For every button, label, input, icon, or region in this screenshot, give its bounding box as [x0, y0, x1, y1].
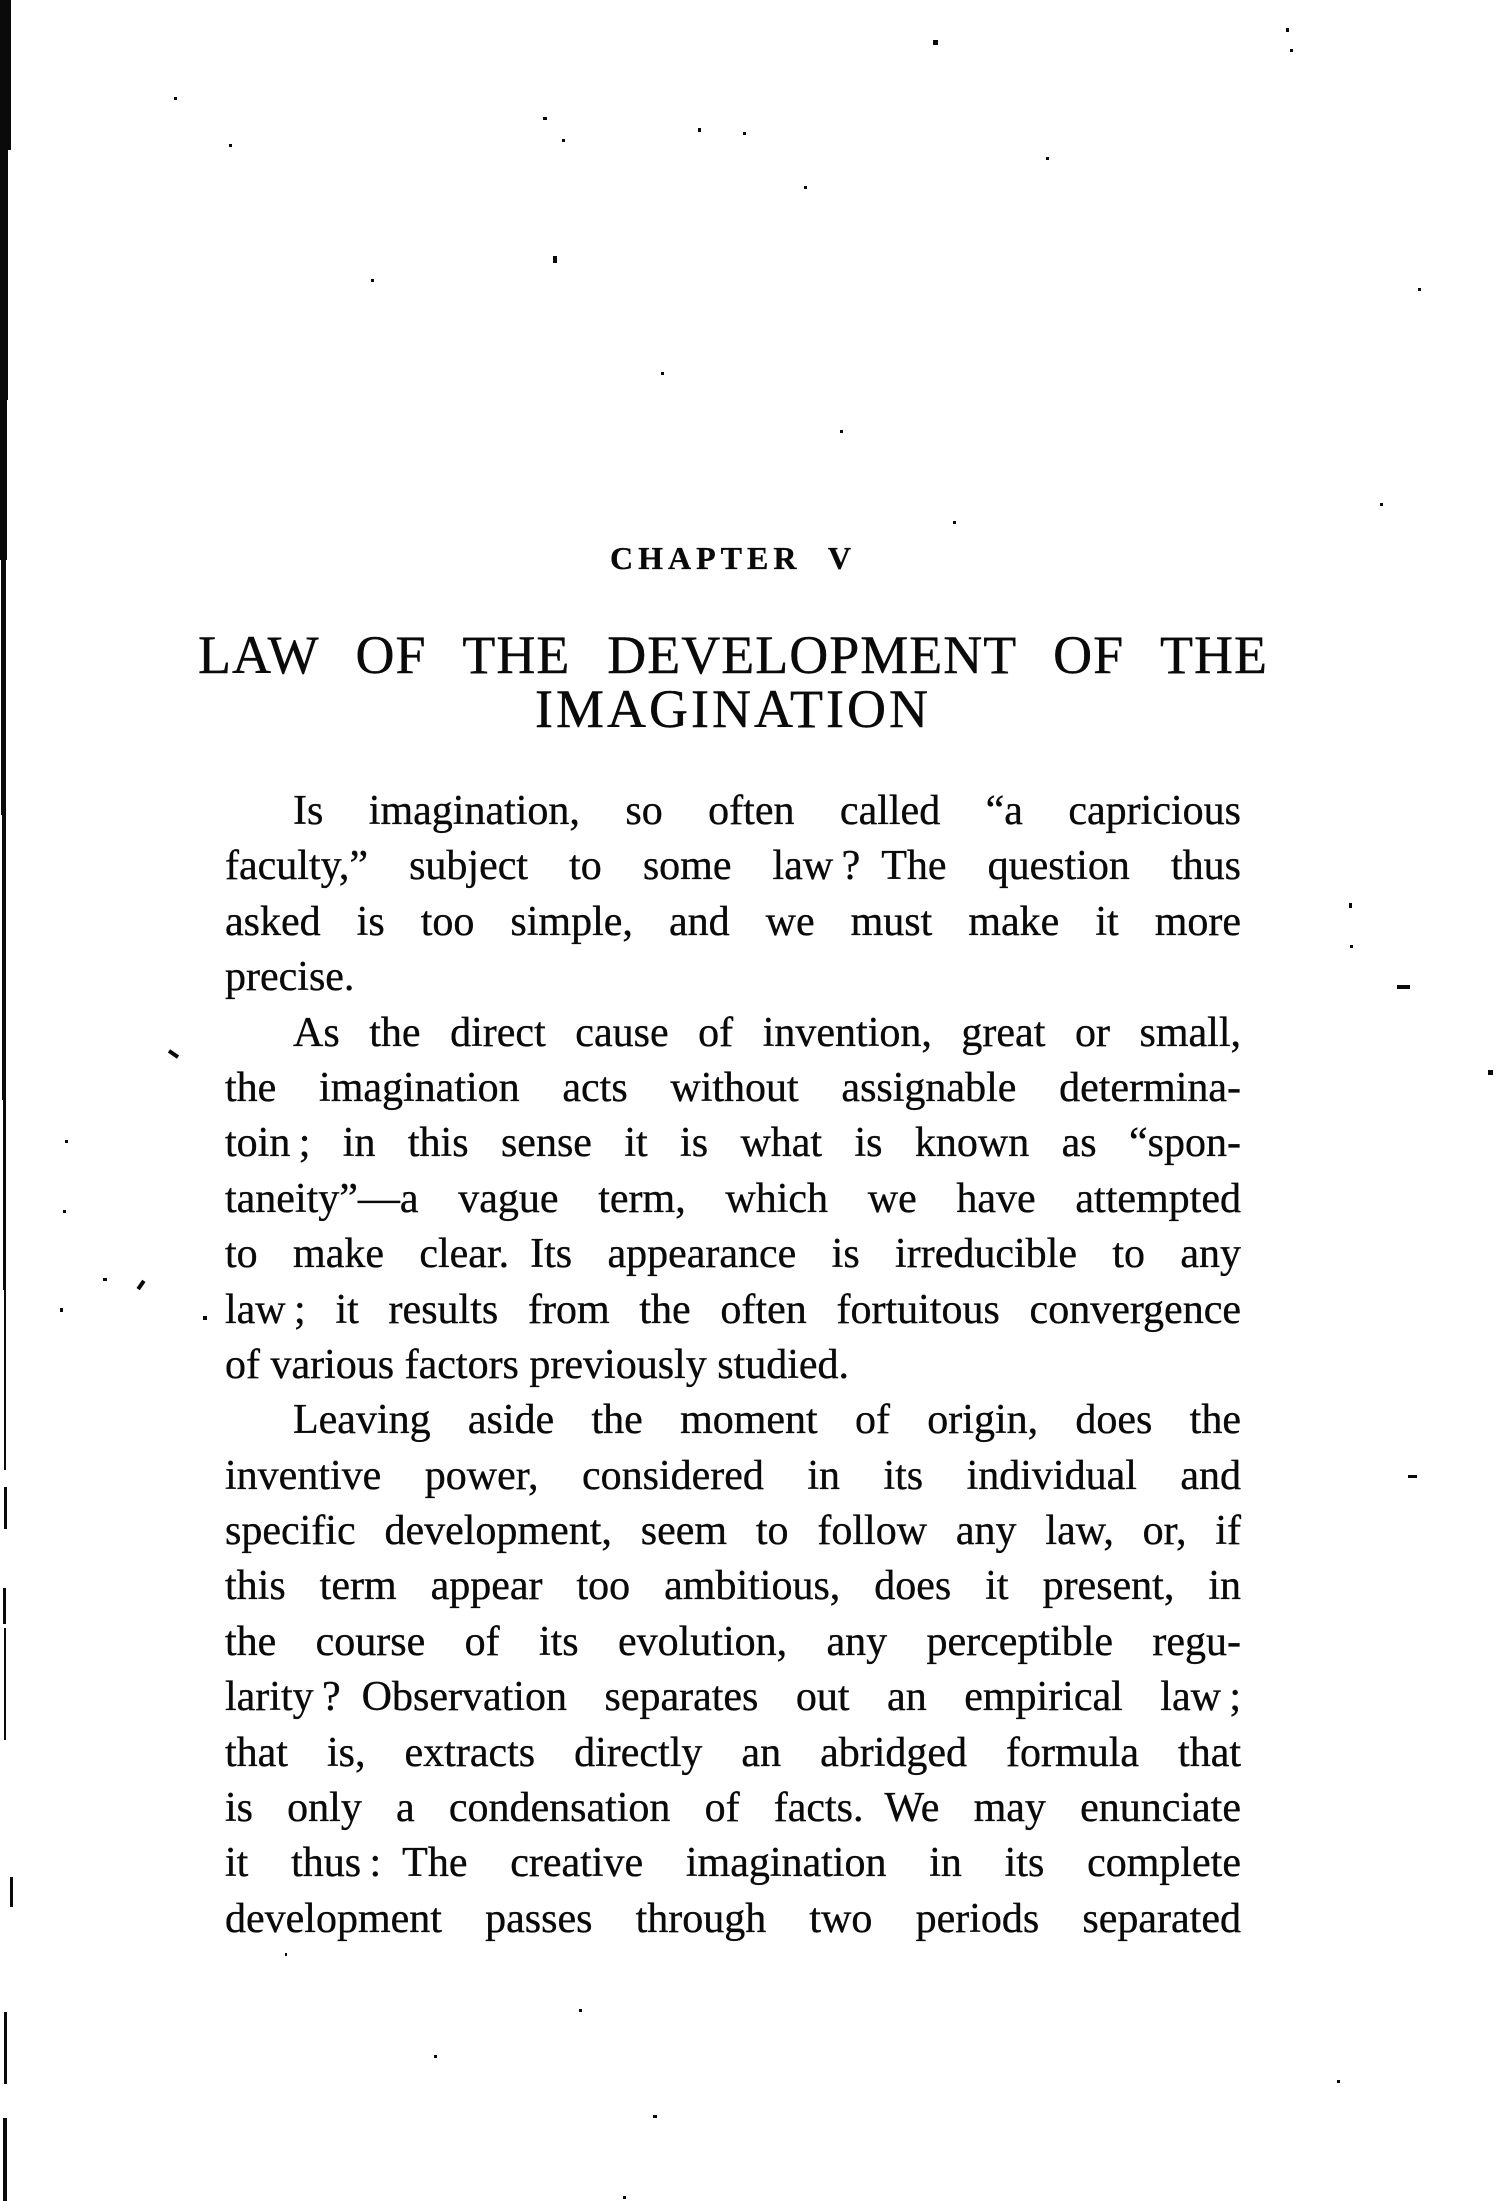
- scan-speck: [371, 279, 374, 282]
- scan-speck: [661, 372, 664, 375]
- scan-edge-artifact: [0, 150, 8, 400]
- scan-edge-artifact: [2, 815, 6, 1100]
- scan-edge-artifact: [1, 560, 6, 815]
- text-line: taneity”—a vague term, which we have attempted: [225, 1175, 1241, 1222]
- scan-speck: [1488, 1070, 1493, 1075]
- scan-edge-artifact: [4, 1290, 6, 1470]
- text-line: specific development, seem to follow any law, or, if: [225, 1508, 1241, 1555]
- scan-speck: [743, 132, 746, 135]
- scan-edge-artifact: [4, 1628, 6, 1740]
- text-line: is only a condensation of facts. We may enunciate: [225, 1785, 1241, 1832]
- text-line: this term appear too ambitious, does it present, in: [225, 1563, 1241, 1610]
- scan-edge-artifact: [10, 1877, 13, 1907]
- text-line: toin ; in this sense it is what is known as “spon-: [225, 1120, 1241, 1167]
- scan-speck: [229, 144, 232, 147]
- scan-speck: [174, 97, 177, 100]
- page-title-line1: LAW OF THE DEVELOPMENT OF THE: [198, 625, 1268, 685]
- text-line: inventive power, considered in its individual and: [225, 1452, 1241, 1499]
- chapter-heading: CHAPTER V: [610, 540, 856, 576]
- text-line: As the direct cause of invention, great or small,: [293, 1009, 1241, 1056]
- scan-edge-artifact: [3, 1588, 6, 1624]
- scan-speck: [1397, 985, 1410, 989]
- scan-edge-artifact: [3, 2118, 7, 2201]
- scan-speck: [698, 128, 701, 132]
- body-text: [225, 784, 1241, 1947]
- scan-speck: [933, 40, 938, 45]
- text-line: the course of its evolution, any perceptible regu-: [225, 1618, 1241, 1665]
- text-line: precise.: [225, 954, 355, 1001]
- scan-edge-artifact: [0, 0, 11, 150]
- text-line: faculty,” subject to some law ? The question thus: [225, 843, 1241, 890]
- scan-speck: [103, 1278, 107, 1281]
- scan-speck: [1349, 903, 1352, 908]
- scan-speck: [434, 2055, 437, 2058]
- scan-speck: [1408, 1475, 1417, 1478]
- scan-speck: [136, 1280, 145, 1290]
- scan-speck: [543, 117, 547, 120]
- text-line: to make clear. Its appearance is irreducible to any: [225, 1231, 1241, 1278]
- text-line: larity ? Observation separates out an empirical law ;: [225, 1674, 1241, 1721]
- scan-edge-artifact: [4, 2012, 7, 2084]
- text-line: Is imagination, so often called “a capricious: [293, 788, 1241, 834]
- text-line: that is, extracts directly an abridged formula that: [225, 1729, 1241, 1776]
- scan-speck: [60, 1308, 63, 1312]
- text-line: development passes through two periods separated: [225, 1895, 1241, 1942]
- scan-speck: [804, 186, 807, 189]
- scan-speck: [63, 1210, 66, 1213]
- text-line: Leaving aside the moment of origin, does the: [293, 1397, 1241, 1444]
- scan-speck: [840, 430, 843, 433]
- scan-speck: [653, 2115, 657, 2118]
- scan-speck: [1286, 28, 1289, 32]
- scan-speck: [1046, 157, 1049, 160]
- text-line: of various factors previously studied.: [225, 1341, 850, 1388]
- scan-speck: [203, 1316, 207, 1320]
- scan-speck: [953, 521, 956, 524]
- text-line: the imagination acts without assignable determina-: [225, 1064, 1241, 1111]
- scan-speck: [553, 256, 557, 263]
- text-line: it thus : The creative imagination in its complete: [225, 1840, 1241, 1887]
- scan-speck: [1380, 503, 1383, 506]
- scan-speck: [623, 2196, 626, 2199]
- scan-speck: [285, 1953, 287, 1956]
- page-title-line2: IMAGINATION: [535, 679, 931, 739]
- scan-edge-artifact: [0, 400, 7, 560]
- scan-speck: [1418, 288, 1421, 291]
- scan-edge-artifact: [4, 1487, 7, 1529]
- scan-speck: [65, 1140, 68, 1143]
- scan-speck: [1337, 2080, 1340, 2083]
- scan-speck: [1290, 49, 1293, 52]
- scan-edge-artifact: [3, 1100, 6, 1290]
- scan-speck: [1350, 945, 1353, 948]
- scan-speck: [562, 139, 565, 142]
- text-line: law ; it results from the often fortuitous convergence: [225, 1286, 1241, 1333]
- scan-speck: [579, 2009, 582, 2012]
- text-line: asked is too simple, and we must make it more: [225, 898, 1241, 945]
- scan-speck: [168, 1049, 179, 1059]
